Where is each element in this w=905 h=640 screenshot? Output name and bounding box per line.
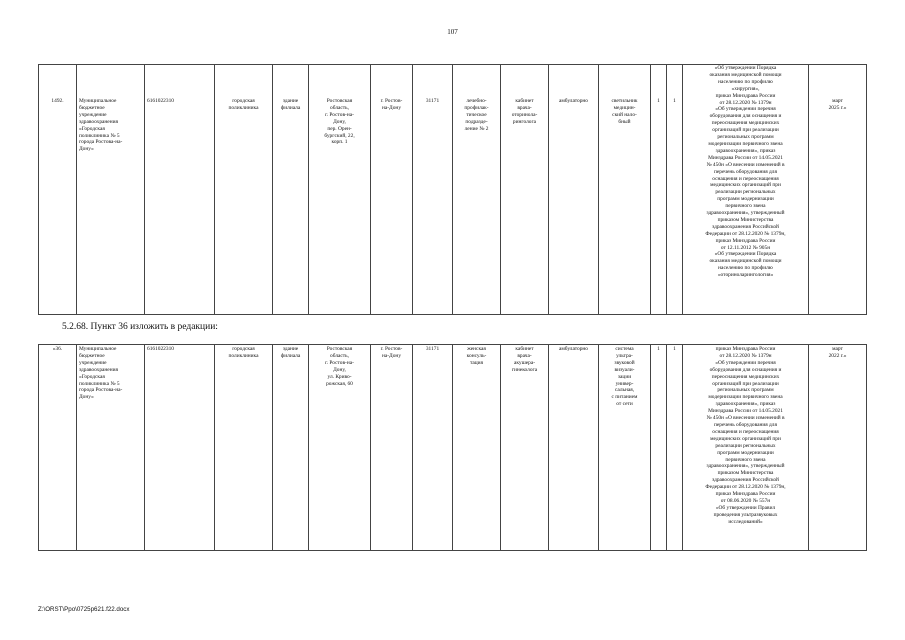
cell-address: Ростовская область, г. Ростов-на- Дону, ул. Криво- рожская, 60 <box>309 345 371 551</box>
cell-quantity-1: 1 <box>651 345 667 551</box>
cell-quantity-1: 1 <box>651 65 667 315</box>
cell-city: г. Ростов- на-Дону <box>371 65 413 315</box>
cell-address: Ростовская область, г. Ростов-на- Дону, пер. Орен- бургский, 22, корп. 1 <box>309 65 371 315</box>
cell-organization: Муниципальное бюджетное учреждение здравоохранения «Городская поликлиника № 5 города Ростова-на- Дону» <box>77 345 145 551</box>
cell-number: «36. <box>39 345 77 551</box>
table-new-item-36 <box>38 344 867 551</box>
cell-cabinet: кабинет врача- оторинола- ринголога <box>501 65 549 315</box>
table-row <box>39 65 867 315</box>
cell-organization: Муниципальное бюджетное учреждение здравоохранения «Городская поликлиника № 5 города Ростова-на- Дону» <box>77 65 145 315</box>
cell-care-type: амбулаторно <box>549 65 599 315</box>
cell-date: март 2022 г.» <box>809 345 867 551</box>
cell-quantity-2: 1 <box>667 65 683 315</box>
cell-code: 31171 <box>413 65 453 315</box>
cell-building: здание филиала <box>273 65 309 315</box>
cell-legal-basis: «Об утверждении Порядка оказания медицинской помощи населению по профилю «хирургия», приказ Минздрава России от 28.12.2020 № 1379н «Об утверждении перечня оборудования для оснащения и переоснащения медицинских организаций при реализации региональных программ модернизации первичного звена здравоохранения», приказ Минздрава России от 14.05.2021 № 450н «О внесении изменений в перечень оборудования для оснащения и переоснащения медицинских организаций при реализации региональных программ модернизации первичного звена здравоохранения», утвержденный приказом Министерства здравоохранения Российской Федерации от 28.12.2020 № 1379н, приказ Минздрава России от 12.11.2012 № 905н «Об утверждении Порядка оказания медицинской помощи населению по профилю «оториноларингология» <box>683 65 809 315</box>
cell-org-type: городская поликлиника <box>215 345 273 551</box>
cell-cabinet: кабинет врача- акушера- гинеколога <box>501 345 549 551</box>
cell-equipment: система ультра- звуковой визуали- зации универ- сальная, с питанием от сети <box>599 345 651 551</box>
cell-number: 1492. <box>39 65 77 315</box>
cell-date: март 2025 г.» <box>809 65 867 315</box>
cell-code: 31171 <box>413 345 453 551</box>
cell-legal-basis: приказ Минздрава России от 28.12.2020 № 1379н «Об утверждении перечня оборудования для оснащения и переоснащения медицинских организаций при реализации региональных программ модернизации первичного звена здравоохранения», приказ Минздрава России от 14.05.2021 № 450н «О внесении изменений в перечень оборудования для оснащения и переоснащения медицинских организаций при реализации региональных программ модернизации первичного звена здравоохранения», утвержденный приказом Министерства здравоохранения Российской Федерации от 28.12.2020 № 1379н, приказ Минздрава России от 08.06.2020 № 557н «Об утверждении Правил проведения ультразвуковых исследований» <box>683 345 809 551</box>
cell-department: лечебно- профилак- тическое подразде- ление № 2 <box>453 65 501 315</box>
footer-file-path: Z:\ORST\Ppo\0725p621.f22.docx <box>38 606 130 613</box>
amendment-heading: 5.2.68. Пункт 36 изложить в редакции: <box>62 322 218 332</box>
cell-inn: 6161022310 <box>145 345 215 551</box>
cell-equipment: светильник медицин- ский нало- бный <box>599 65 651 315</box>
cell-city: г. Ростов- на-Дону <box>371 345 413 551</box>
cell-inn: 6161022310 <box>145 65 215 315</box>
cell-department: женская консуль- тация <box>453 345 501 551</box>
cell-building: здание филиала <box>273 345 309 551</box>
cell-care-type: амбулаторно <box>549 345 599 551</box>
cell-quantity-2: 1 <box>667 345 683 551</box>
cell-org-type: городская поликлиника <box>215 65 273 315</box>
table-fragment-previous <box>38 64 867 315</box>
page-number: 107 <box>447 28 458 36</box>
table-row <box>39 345 867 551</box>
